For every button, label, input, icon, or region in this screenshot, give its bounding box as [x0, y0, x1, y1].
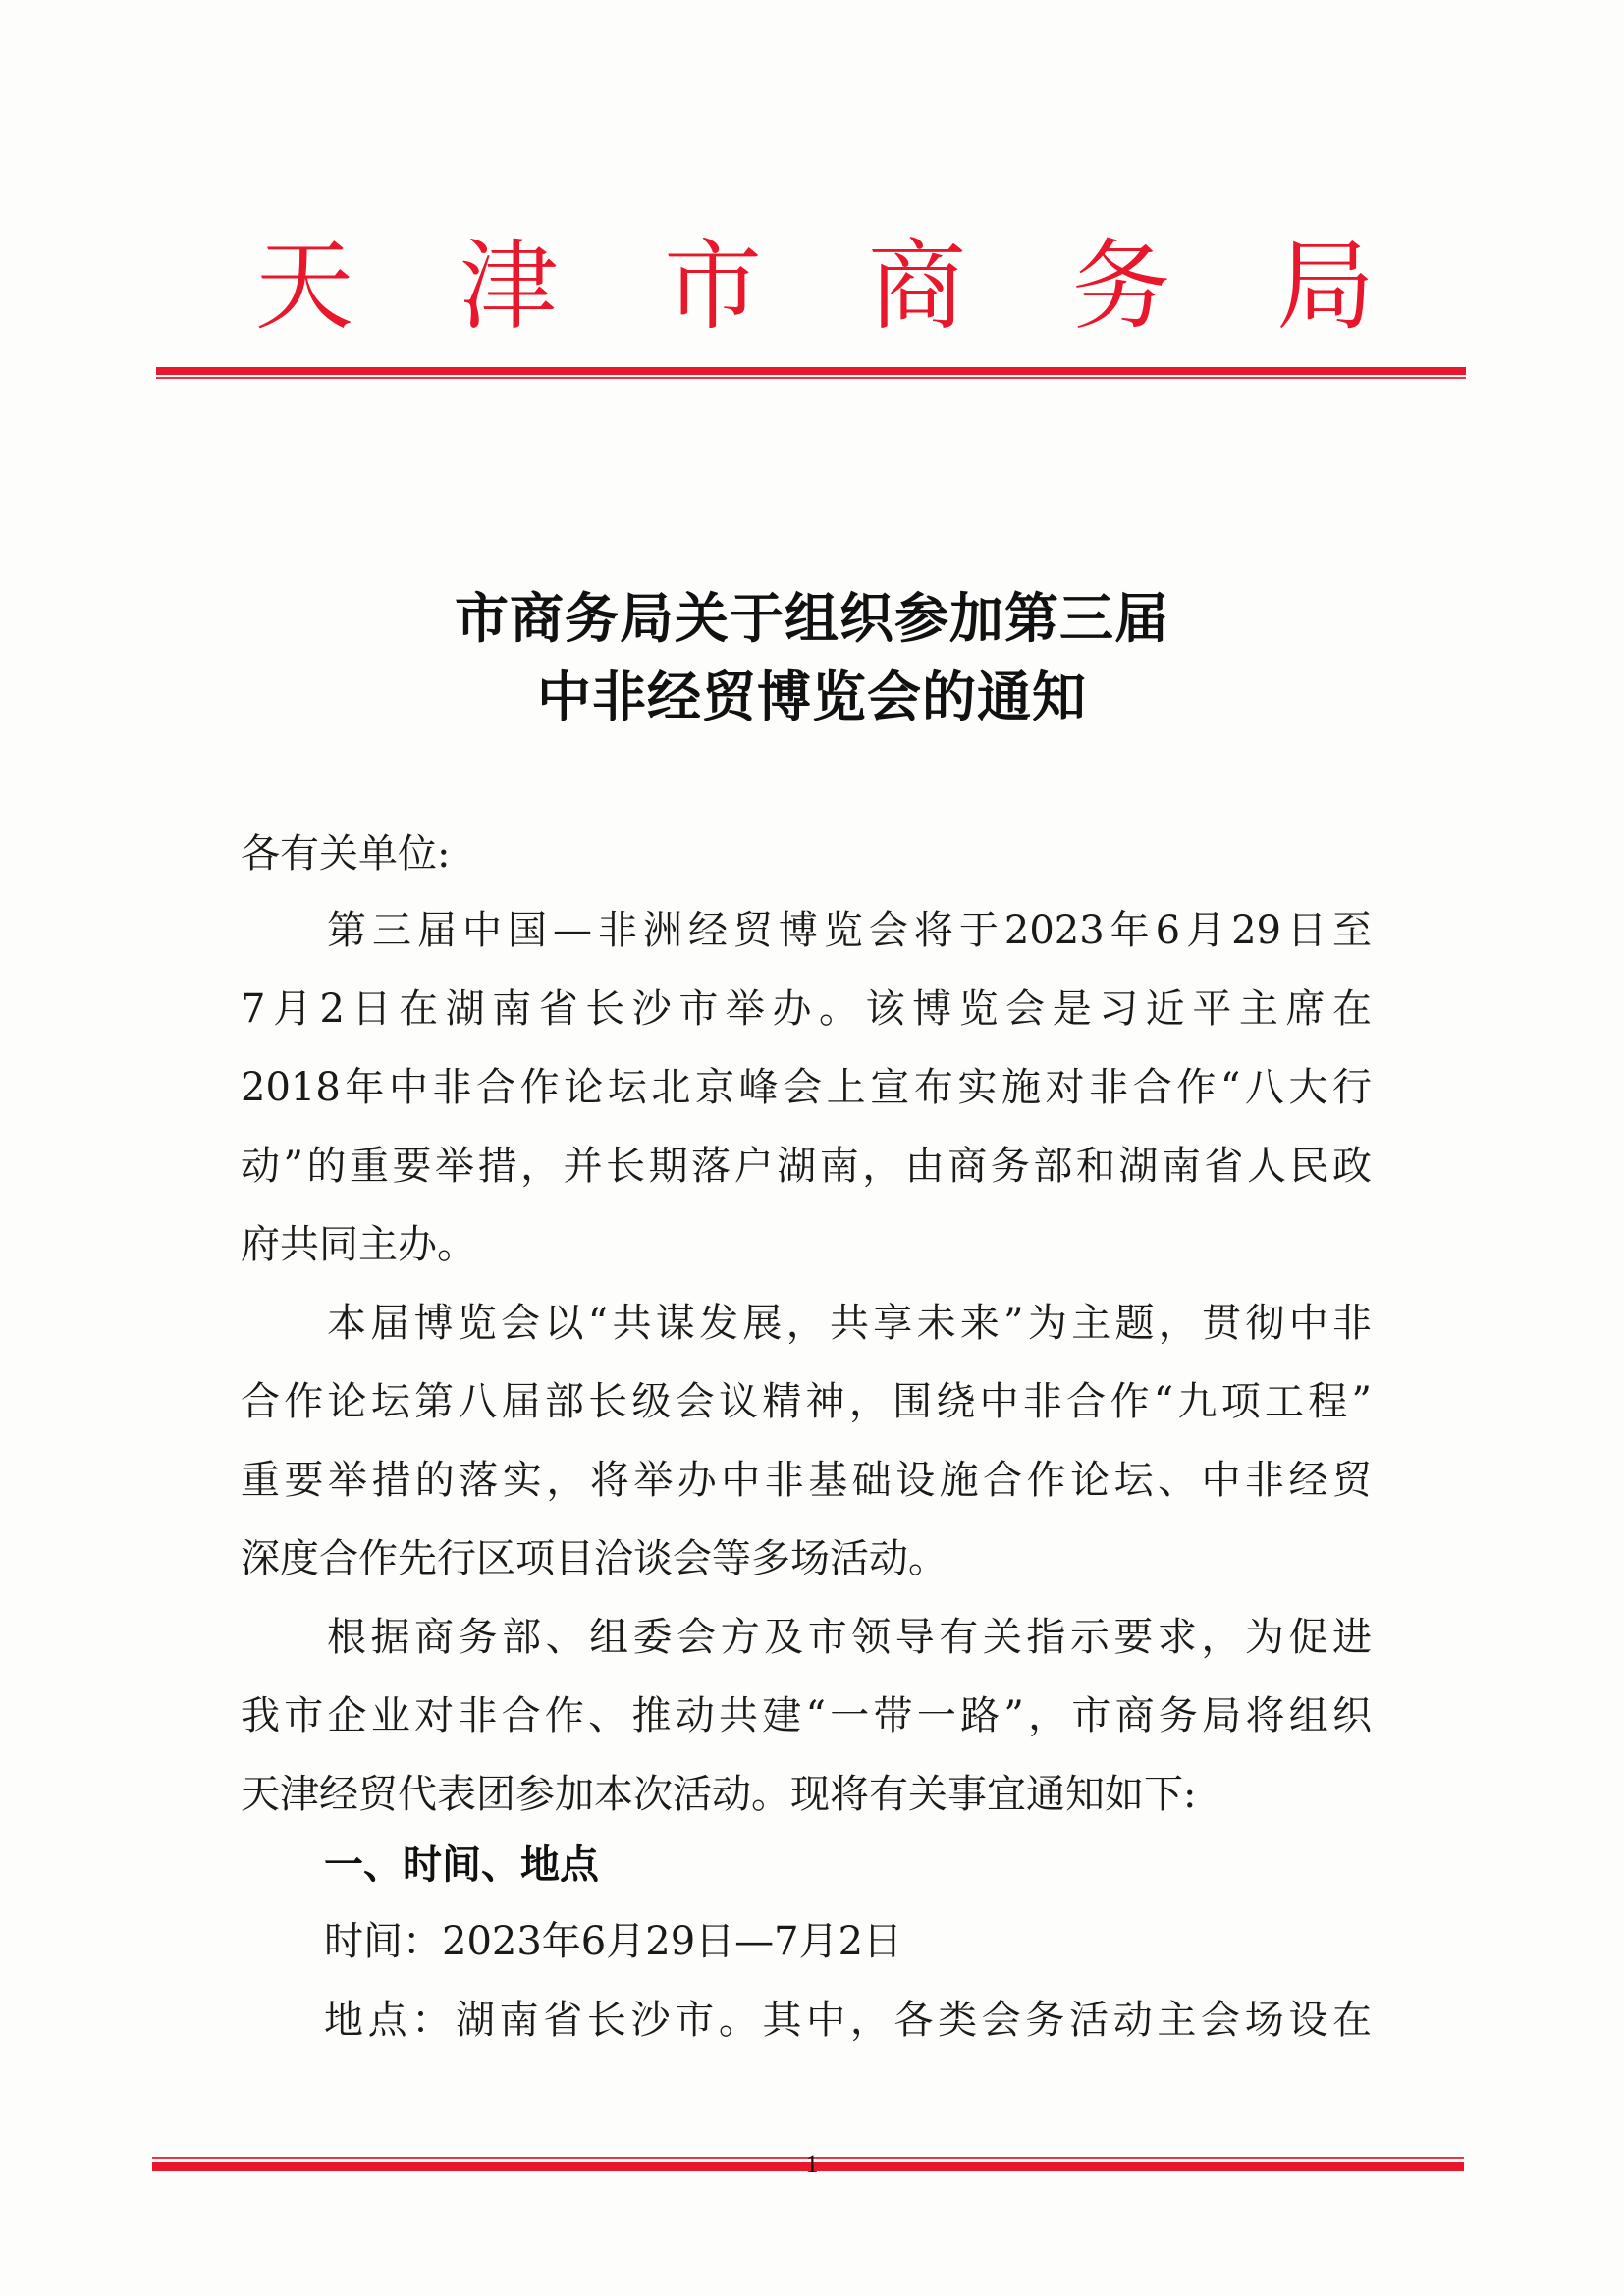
paragraph-line: 动”的重要举措，并长期落户湖南，由商务部和湖南省人民政 [241, 1144, 1372, 1189]
document-title-line-1: 市商务局关于组织参加第三届 [454, 586, 1169, 650]
section-heading-time-place: 一、时间、地点 [324, 1842, 599, 1888]
place-line: 地点：湖南省长沙市。其中，各类会务活动主会场设在 [324, 1998, 1372, 2043]
letterhead-char: 商 [868, 229, 966, 344]
paragraph-line: 合作论坛第八届部长级会议精神，围绕中非合作“九项工程” [241, 1379, 1372, 1424]
paragraph-line: 深度合作先行区项目洽谈会等多场活动。 [241, 1536, 947, 1581]
header-red-rule-thin [156, 377, 1466, 379]
paragraph-line: 第三届中国—非洲经贸博览会将于2023年6月29日至 [327, 908, 1372, 953]
paragraph-line: 府共同主办。 [241, 1222, 476, 1267]
document-title-line-2: 中非经贸博览会的通知 [536, 665, 1087, 728]
page-number: 1 [805, 2150, 819, 2178]
salutation: 各有关单位: [241, 831, 451, 877]
paragraph-line: 本届博览会以“共谋发展，共享未来”为主题，贯彻中非 [327, 1301, 1372, 1346]
letterhead-title [245, 228, 1384, 346]
letterhead-char: 津 [460, 229, 558, 344]
paragraph-line: 天津经贸代表团参加本次活动。现将有关事宜通知如下: [241, 1772, 1197, 1817]
paragraph-line: 重要举措的落实，将举办中非基础设施合作论坛、中非经贸 [241, 1458, 1372, 1503]
letterhead-char: 务 [1072, 229, 1170, 344]
paragraph-line: 根据商务部、组委会方及市领导有关指示要求，为促进 [327, 1615, 1372, 1660]
letterhead-char: 天 [255, 229, 353, 344]
paragraph-line: 7月2日在湖南省长沙市举办。该博览会是习近平主席在 [241, 987, 1372, 1032]
letterhead-char: 局 [1276, 229, 1375, 344]
paragraph-line: 2018年中非合作论坛北京峰会上宣布实施对非合作“八大行 [241, 1065, 1372, 1110]
header-red-rule-thick [156, 367, 1466, 375]
time-line: 时间：2023年6月29日—7月2日 [324, 1919, 903, 1964]
letterhead-char: 市 [664, 229, 762, 344]
paragraph-line: 我市企业对非合作、推动共建“一带一路”，市商务局将组织 [241, 1693, 1372, 1738]
